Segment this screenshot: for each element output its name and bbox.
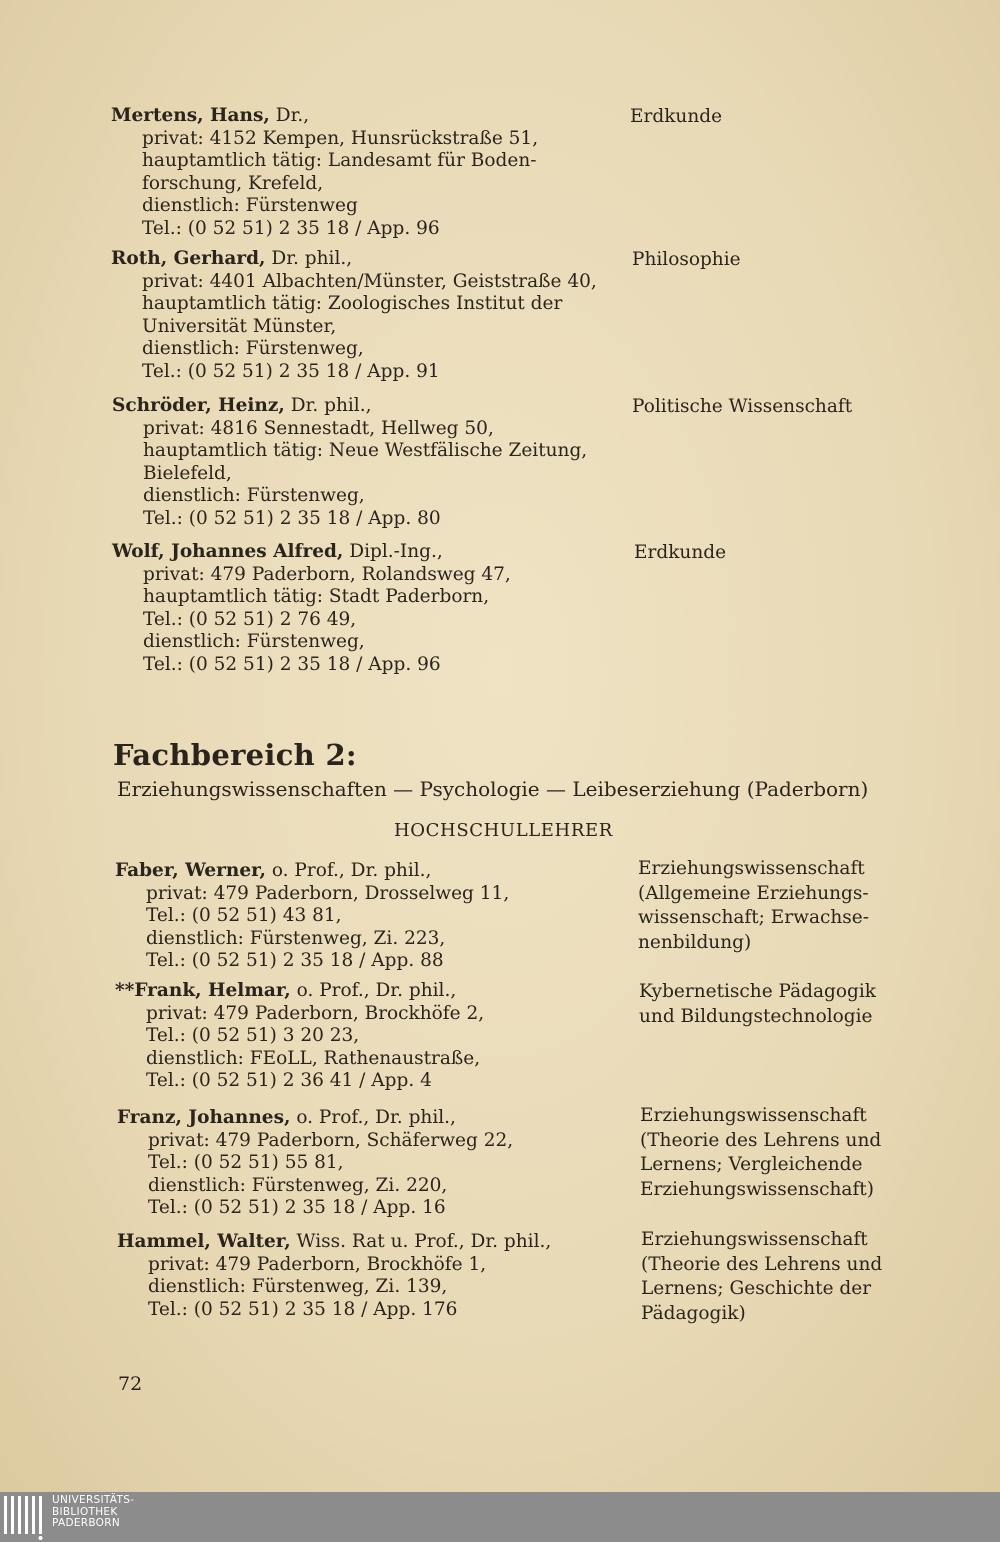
subject-line: Erdkunde — [630, 106, 723, 127]
entry-line: privat: 479 Paderborn, Brockhöfe 1, — [148, 1253, 487, 1275]
entry-line: Tel.: (0 52 51) 2 35 18 / App. 176 — [148, 1298, 458, 1320]
subject-line: Philosophie — [632, 249, 741, 270]
person-name: Schröder, Heinz, — [112, 395, 285, 416]
entry-line: privat: 479 Paderborn, Rolandsweg 47, — [143, 563, 511, 585]
subject-line: Lernens; Vergleichende — [640, 1154, 863, 1175]
entry-line: privat: 4152 Kempen, Hunsrückstraße 51, — [142, 127, 539, 149]
entry-subject — [632, 248, 741, 273]
entry-line: dienstlich: Fürstenweg, — [143, 485, 365, 506]
entry-line: Tel.: (0 52 51) 2 76 49, — [143, 608, 357, 630]
entry-line: Bielefeld, — [143, 462, 232, 484]
entry-line: Tel.: (0 52 51) 2 35 18 / App. 91 — [142, 360, 440, 382]
entry-line: forschung, Krefeld, — [142, 172, 324, 194]
entry-line: Tel.: (0 52 51) 2 35 18 / App. 96 — [143, 653, 441, 675]
subject-line: Lernens; Geschichte der — [641, 1278, 872, 1299]
entry-details — [117, 1231, 551, 1321]
section-title: Fachbereich 2: — [113, 738, 357, 772]
entry-line: Tel.: (0 52 51) 55 81, — [148, 1152, 344, 1173]
entry-details — [111, 105, 538, 240]
entry-line: hauptamtlich tätig: Landesamt für Boden- — [142, 150, 537, 171]
person-name: Faber, Werner, — [115, 860, 266, 881]
subject-line: (Allgemeine Erziehungs- — [638, 882, 869, 904]
entry-line: hauptamtlich tätig: Zoologisches Institut der — [142, 293, 563, 314]
subject-line: Politische Wissenschaft — [632, 396, 853, 417]
person-name: Wolf, Johannes Alfred, — [112, 541, 344, 562]
subject-line: wissenschaft; Erwachse- — [638, 907, 869, 928]
entry-line: privat: 479 Paderborn, Drosselweg 11, — [146, 882, 510, 904]
entry-details — [117, 1107, 513, 1220]
page-number: 72 — [118, 1373, 143, 1395]
entry-line: hauptamtlich tätig: Stadt Paderborn, — [143, 586, 490, 607]
entry-line: Tel.: (0 52 51) 2 35 18 / App. 80 — [143, 507, 441, 529]
person-title: o. Prof., Dr. phil., — [271, 860, 432, 881]
person-title: Dipl.-Ing., — [349, 541, 443, 562]
entry-line: dienstlich: Fürstenweg, Zi. 139, — [148, 1276, 448, 1297]
entry-subject — [640, 1104, 881, 1202]
entry-line: Universität Münster, — [142, 315, 337, 337]
library-name — [52, 1495, 134, 1530]
entry-subject — [639, 980, 876, 1029]
subject-line: nenbildung) — [638, 931, 752, 953]
library-name-line: UNIVERSITÄTS- — [52, 1494, 135, 1506]
subject-line: Kybernetische Pädagogik — [639, 981, 877, 1002]
subject-line: Erziehungswissenschaft — [641, 1229, 868, 1250]
entry-line: privat: 479 Paderborn, Schäferweg 22, — [148, 1129, 514, 1151]
entry-line: Tel.: (0 52 51) 2 35 18 / App. 88 — [146, 950, 444, 971]
entry-details — [115, 860, 509, 973]
entry-line: privat: 479 Paderborn, Brockhöfe 2, — [146, 1002, 485, 1024]
person-name: **Frank, Helmar, — [115, 980, 291, 1001]
entry-line: Tel.: (0 52 51) 3 20 23, — [146, 1025, 360, 1046]
person-title: Dr., — [275, 105, 310, 126]
subject-line: Pädagogik) — [641, 1302, 746, 1324]
entry-subject — [630, 105, 722, 130]
entry-line: privat: 4401 Albachten/Münster, Geiststraße 40, — [142, 270, 597, 292]
person-title: o. Prof., Dr. phil., — [296, 980, 457, 1001]
person-name: Hammel, Walter, — [117, 1231, 291, 1252]
entry-line: privat: 4816 Sennestadt, Hellweg 50, — [143, 417, 494, 439]
section-subtitle: Erziehungswissenschaften — Psychologie — Leibeserziehung (Paderborn) — [117, 777, 869, 801]
person-name: Mertens, Hans, — [111, 105, 270, 126]
library-name-line: PADERBORN — [52, 1517, 120, 1529]
entry-subject — [641, 1228, 882, 1326]
entry-line: dienstlich: Fürstenweg, Zi. 223, — [146, 927, 446, 949]
entry-subject — [632, 395, 852, 420]
subject-line: (Theorie des Lehrens und — [640, 1129, 882, 1151]
entry-details — [111, 248, 597, 383]
library-logo-icon — [0, 1492, 48, 1542]
person-name: Roth, Gerhard, — [111, 248, 266, 269]
person-title: Dr. phil., — [290, 395, 372, 416]
entry-details — [112, 395, 587, 530]
section-subheading: HOCHSCHULLEHRER — [394, 820, 613, 841]
entry-line: dienstlich: FEoLL, Rathenaustraße, — [146, 1047, 481, 1069]
entry-line: dienstlich: Fürstenweg, — [143, 631, 365, 652]
subject-line: Erziehungswissenschaft — [640, 1105, 867, 1126]
entry-line: Tel.: (0 52 51) 2 36 41 / App. 4 — [146, 1070, 432, 1091]
person-name: Franz, Johannes, — [117, 1107, 291, 1128]
entry-subject — [638, 857, 869, 955]
entry-details — [115, 980, 484, 1093]
person-title: Dr. phil., — [271, 248, 353, 269]
entry-line: dienstlich: Fürstenweg, — [142, 338, 364, 359]
entry-line: hauptamtlich tätig: Neue Westfälische Zeitung, — [143, 440, 588, 461]
subject-line: Erziehungswissenschaft) — [640, 1178, 874, 1200]
person-title: Wiss. Rat u. Prof., Dr. phil., — [296, 1231, 552, 1252]
library-name-line: BIBLIOTHEK — [52, 1505, 118, 1518]
entry-line: Tel.: (0 52 51) 43 81, — [146, 905, 342, 926]
entry-subject — [634, 541, 726, 566]
entry-line: dienstlich: Fürstenweg — [142, 195, 358, 216]
subject-line: (Theorie des Lehrens und — [641, 1253, 883, 1275]
entry-line: Tel.: (0 52 51) 2 35 18 / App. 96 — [142, 217, 440, 239]
library-footer — [0, 1492, 1000, 1542]
entry-details — [112, 541, 511, 676]
entry-line: dienstlich: Fürstenweg, Zi. 220, — [148, 1174, 448, 1196]
subject-line: Erziehungswissenschaft — [638, 858, 865, 879]
person-title: o. Prof., Dr. phil., — [296, 1107, 456, 1128]
subject-line: Erdkunde — [634, 542, 727, 563]
subject-line: und Bildungstechnologie — [639, 1005, 873, 1027]
entry-line: Tel.: (0 52 51) 2 35 18 / App. 16 — [148, 1197, 446, 1218]
